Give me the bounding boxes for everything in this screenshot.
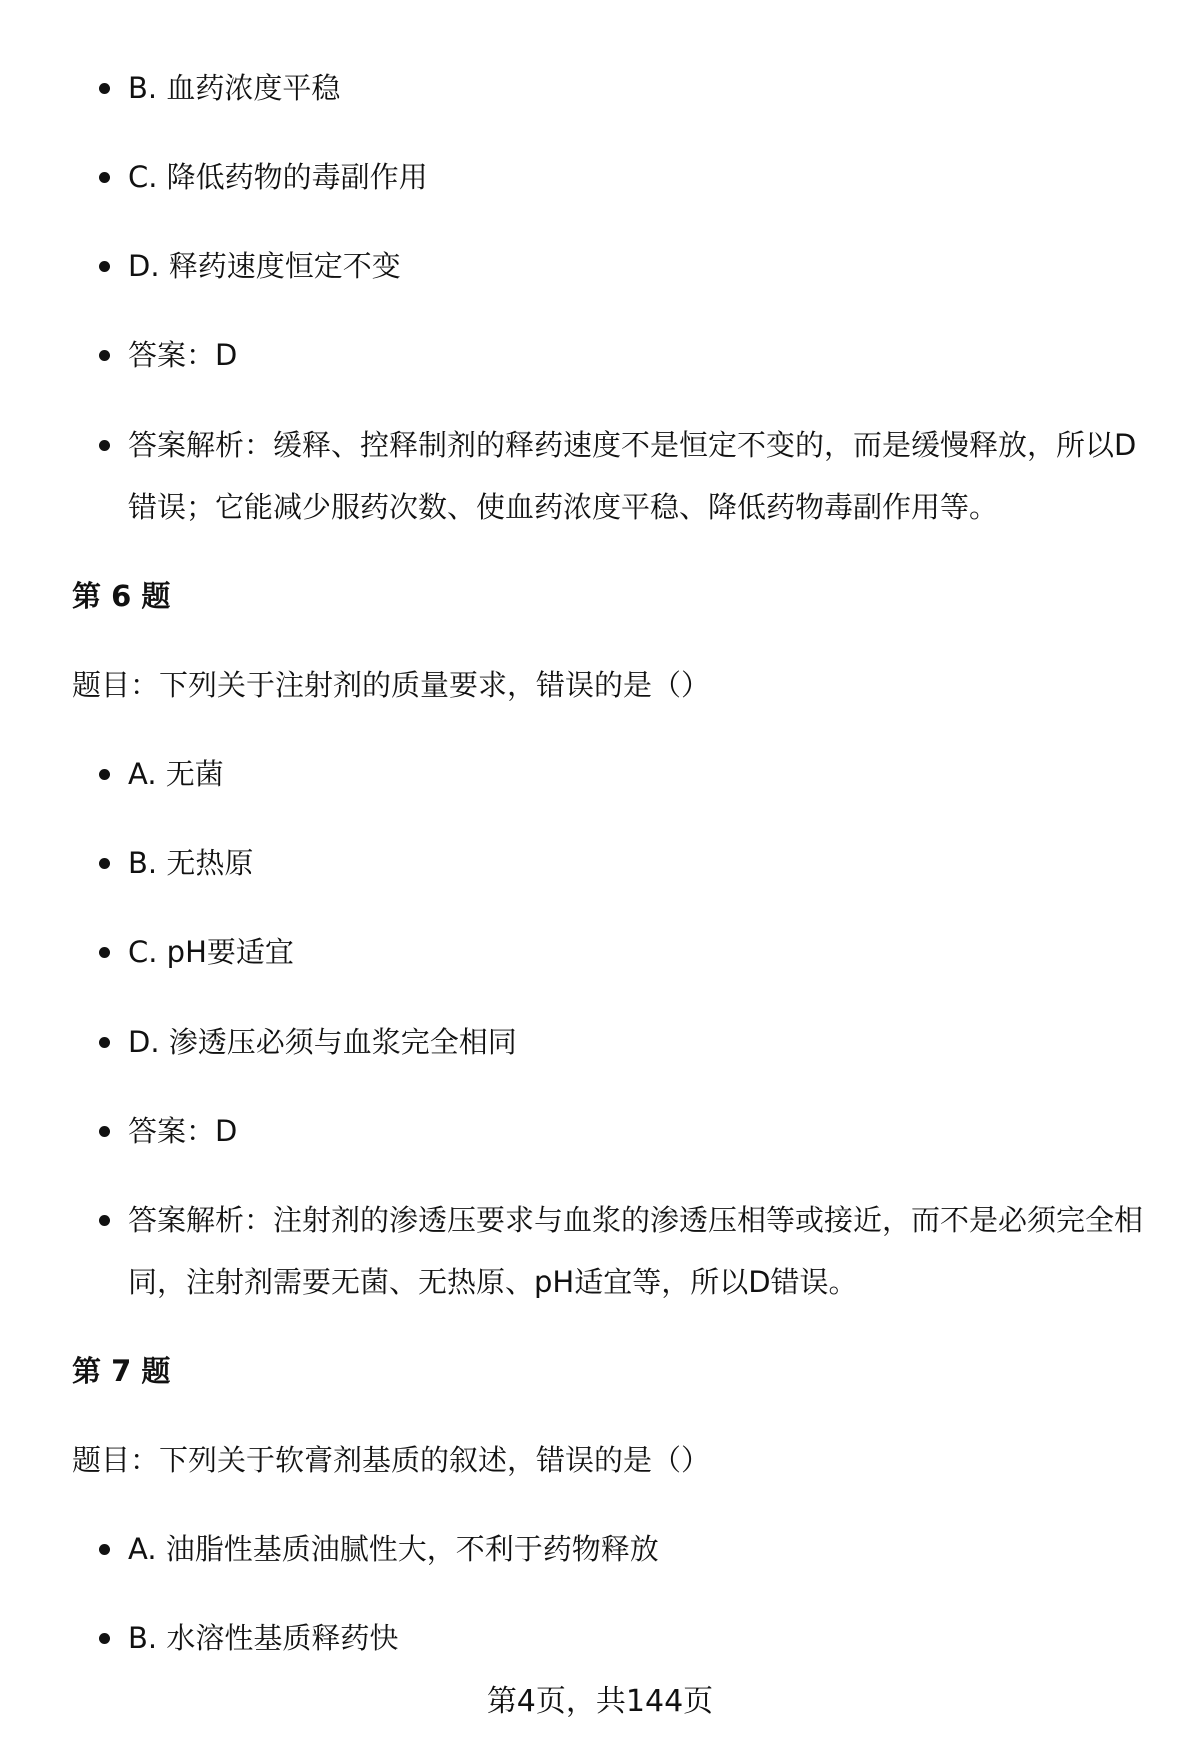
- option-text: C. pH要适宜: [128, 935, 294, 969]
- answer-text: 答案：D: [128, 1114, 238, 1148]
- bullet-icon: [99, 1633, 110, 1644]
- bullet-icon: [99, 1126, 110, 1137]
- option-c: [128, 146, 1148, 208]
- option-text: B. 血药浓度平稳: [128, 71, 341, 105]
- option-a: [128, 743, 1148, 805]
- bullet-icon: [99, 440, 110, 451]
- bullet-icon: [99, 1215, 110, 1226]
- option-c: [128, 921, 1148, 983]
- option-d: [128, 1011, 1148, 1073]
- option-a: [128, 1518, 1148, 1580]
- bullet-icon: [99, 350, 110, 361]
- bullet-icon: [99, 261, 110, 272]
- bullet-icon: [99, 947, 110, 958]
- bullet-icon: [99, 172, 110, 183]
- bullet-icon: [99, 1544, 110, 1555]
- bullet-icon: [99, 858, 110, 869]
- option-b: [128, 57, 1148, 119]
- option-text: A. 油脂性基质油腻性大，不利于药物释放: [128, 1532, 659, 1566]
- analysis-item: [128, 1189, 1148, 1313]
- answer-item: [128, 324, 1148, 386]
- analysis-text: 答案解析：缓释、控释制剂的释药速度不是恒定不变的，而是缓慢释放，所以D错误；它能减少服药次数、使血药浓度平稳、降低药物毒副作用等。: [128, 428, 1137, 524]
- option-text: A. 无菌: [128, 757, 224, 791]
- answer-item: [128, 1100, 1148, 1162]
- option-text: D. 渗透压必须与血浆完全相同: [128, 1025, 517, 1059]
- bullet-icon: [99, 83, 110, 94]
- bullet-icon: [99, 769, 110, 780]
- option-text: B. 水溶性基质释药快: [128, 1621, 399, 1655]
- question-6-title: 第 6 题: [72, 579, 171, 613]
- option-text: D. 释药速度恒定不变: [128, 249, 401, 283]
- page-footer: 第4页，共144页: [486, 1684, 714, 1719]
- bullet-icon: [99, 1037, 110, 1048]
- question-7-stem: 题目：下列关于软膏剂基质的叙述，错误的是（）: [72, 1443, 711, 1477]
- question-7-title: 第 7 题: [72, 1354, 171, 1388]
- option-b: [128, 1607, 1148, 1669]
- analysis-item: [128, 414, 1148, 538]
- option-b: [128, 832, 1148, 894]
- question-6-stem: 题目：下列关于注射剂的质量要求，错误的是（）: [72, 668, 711, 702]
- answer-text: 答案：D: [128, 338, 238, 372]
- option-d: [128, 235, 1148, 297]
- option-text: C. 降低药物的毒副作用: [128, 160, 428, 194]
- option-text: B. 无热原: [128, 846, 254, 880]
- analysis-text: 答案解析：注射剂的渗透压要求与血浆的渗透压相等或接近，而不是必须完全相同，注射剂需要无菌、无热原、pH适宜等，所以D错误。: [128, 1203, 1144, 1299]
